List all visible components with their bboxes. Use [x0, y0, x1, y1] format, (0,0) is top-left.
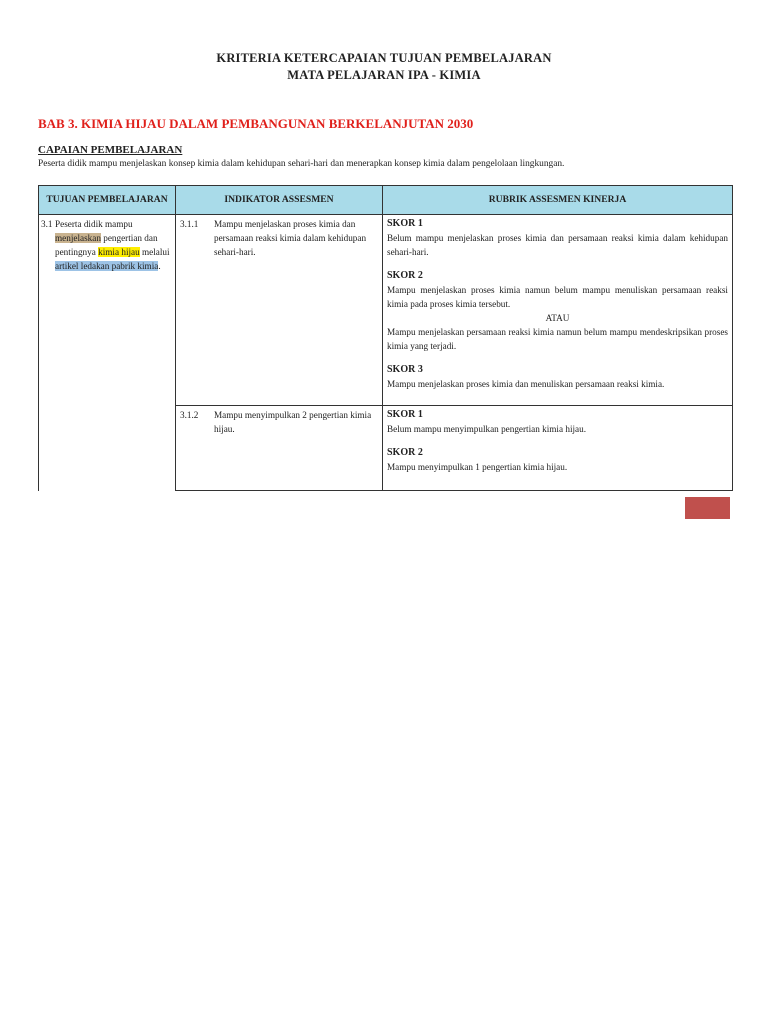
highlight-kimia-hijau: kimia hijau	[98, 247, 140, 257]
red-marker-box	[685, 497, 730, 519]
table-row	[39, 215, 733, 406]
capaian-heading: CAPAIAN PEMBELAJARAN	[38, 144, 183, 156]
skor-label: SKOR 2	[387, 270, 423, 281]
skor-text: Belum mampu menyimpulkan pengertian kimia hijau.	[387, 424, 587, 434]
tujuan-cell	[39, 215, 176, 491]
skor-text: Mampu menjelaskan persamaan reaksi kimia namun belum mampu mendeskripsikan proses kimia yang terjadi.	[387, 327, 728, 351]
skor-text: Mampu menyimpulkan 1 pengertian kimia hijau.	[387, 462, 568, 472]
skor-text: Mampu menjelaskan proses kimia namun belum mampu menuliskan persamaan reaksi kimia pada proses kimia tersebut.	[387, 285, 728, 309]
or-label: ATAU	[545, 313, 570, 323]
rubrik-cell-1	[383, 215, 733, 406]
skor-text: Belum mampu menjelaskan proses kimia dan persamaan reaksi kimia dalam kehidupan sehari-hari.	[387, 233, 728, 257]
document-title: KRITERIA KETERCAPAIAN TUJUAN PEMBELAJARAN	[216, 51, 552, 65]
skor-text: Mampu menjelaskan proses kimia dan menuliskan persamaan reaksi kimia.	[387, 379, 665, 389]
skor-label: SKOR 1	[387, 218, 423, 229]
header-rubrik: RUBRIK ASSESMEN KINERJA	[383, 186, 733, 215]
highlight-menjelaskan: menjelaskan	[55, 233, 101, 243]
header-tujuan: TUJUAN PEMBELAJARAN	[39, 186, 176, 215]
indikator-cell-1	[176, 215, 383, 406]
skor-label: SKOR 1	[387, 409, 423, 420]
chapter-title: BAB 3. KIMIA HIJAU DALAM PEMBANGUNAN BERKELANJUTAN 2030	[38, 116, 474, 131]
indikator-text: Mampu menjelaskan proses kimia dan persamaan reaksi kimia dalam kehidupan sehari-hari.	[214, 219, 367, 257]
document-subtitle: MATA PELAJARAN IPA - KIMIA	[287, 68, 481, 82]
highlight-artikel: artikel ledakan pabrik kimia	[55, 261, 159, 271]
tujuan-text: Peserta didik mampu menjelaskan pengertian dan pentingnya kimia hijau melalui artikel ledakan pabrik kimia.	[55, 219, 170, 271]
skor-label: SKOR 3	[387, 364, 423, 375]
capaian-text: Peserta didik mampu menjelaskan konsep kimia dalam kehidupan sehari-hari dan menerapkan konsep kimia dalam pengelolaan lingkungan.	[38, 159, 565, 169]
criteria-table	[38, 185, 733, 491]
indikator-number: 3.1.2	[180, 410, 199, 420]
rubrik-cell-2	[383, 406, 733, 491]
header-indikator: INDIKATOR ASSESMEN	[176, 186, 383, 215]
table-header-row	[39, 186, 733, 215]
tujuan-number: 3.1	[41, 219, 53, 229]
skor-label: SKOR 2	[387, 447, 423, 458]
indikator-cell-2	[176, 406, 383, 491]
indikator-text: Mampu menyimpulkan 2 pengertian kimia hijau.	[214, 410, 372, 434]
indikator-number: 3.1.1	[180, 219, 199, 229]
